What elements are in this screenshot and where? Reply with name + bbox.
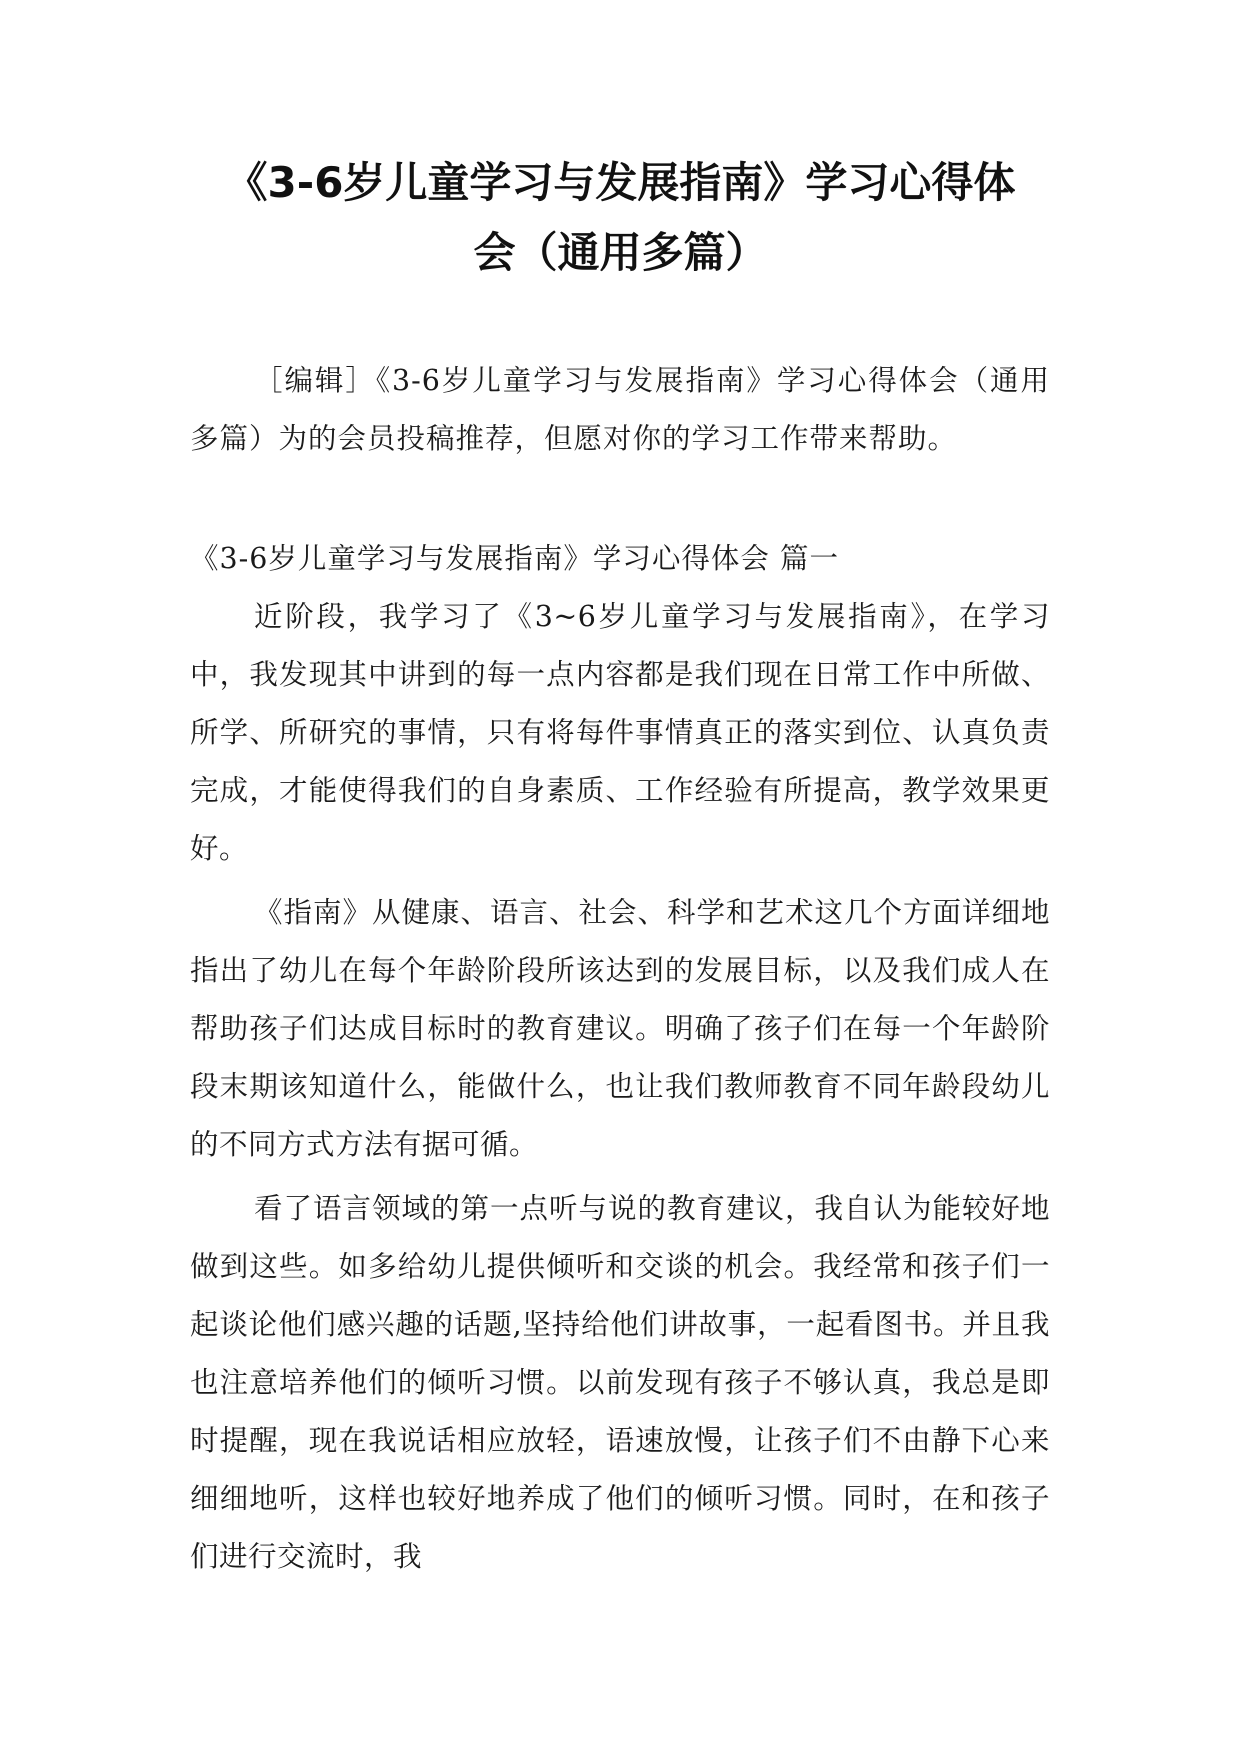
section-heading: 《3-6岁儿童学习与发展指南》学习心得体会 篇一	[190, 542, 839, 575]
title-line-2: 会（通用多篇）	[473, 228, 768, 277]
article-body	[190, 588, 1050, 1592]
title-line-1: 《3-6岁儿童学习与发展指南》学习心得体	[225, 158, 1016, 207]
body-paragraph: 近阶段，我学习了《3~6岁儿童学习与发展指南》，在学习中，我发现其中讲到的每一点内容都是我们现在日常工作中所做、所学、所研究的事情，只有将每件事情真正的落实到位、认真负责完成，才能使得我们的自身素质、工作经验有所提高，教学效果更好。	[190, 600, 1050, 865]
document-title	[150, 148, 1091, 288]
body-paragraph: 看了语言领域的第一点听与说的教育建议，我自认为能较好地做到这些。如多给幼儿提供倾听和交谈的机会。我经常和孩子们一起谈论他们感兴趣的话题,坚持给他们讲故事，一起看图书。并且我也注意培养他们的倾听习惯。以前发现有孩子不够认真，我总是即时提醒，现在我说话相应放轻，语速放慢，让孩子们不由静下心来细细地听，这样也较好地养成了他们的倾听习惯。同时，在和孩子们进行交流时，我	[190, 1192, 1050, 1573]
intro-paragraph: ［编辑］《3-6岁儿童学习与发展指南》学习心得体会（通用多篇）为的会员投稿推荐，但愿对你的学习工作带来帮助。	[190, 364, 1050, 455]
body-paragraph: 《指南》从健康、语言、社会、科学和艺术这几个方面详细地指出了幼儿在每个年龄阶段所该达到的发展目标，以及我们成人在帮助孩子们达成目标时的教育建议。明确了孩子们在每一个年龄阶段末期该知道什么，能做什么，也让我们教师教育不同年龄段幼儿的不同方式方法有据可循。	[190, 896, 1050, 1161]
